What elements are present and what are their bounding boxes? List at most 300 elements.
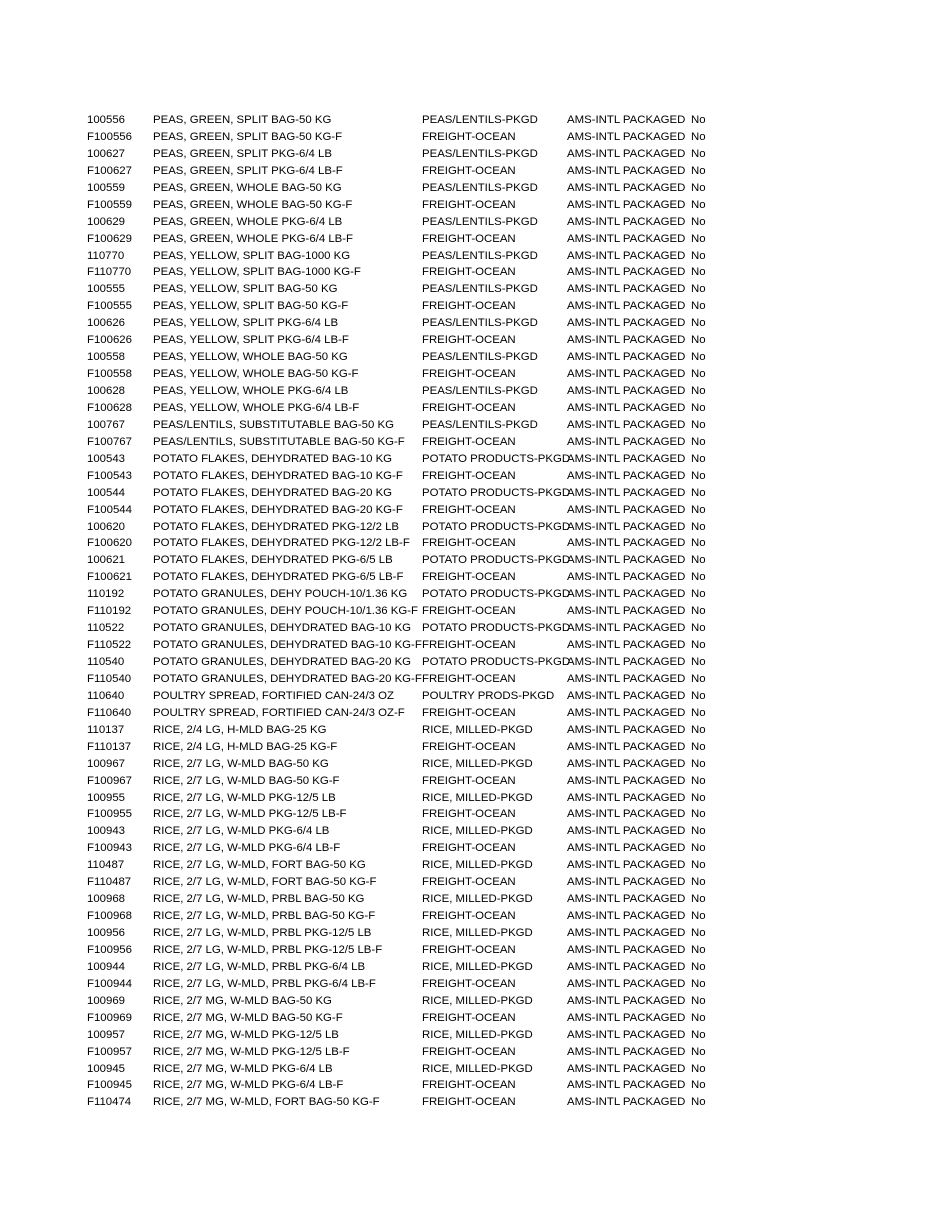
program-type: AMS-INTL PACKAGED	[567, 385, 686, 397]
commodity-category: RICE, MILLED-PKGD	[422, 1062, 533, 1075]
program-type: AMS-INTL PACKAGED	[567, 723, 686, 736]
commodity-code: F100968	[87, 910, 132, 923]
commodity-code: 100767	[87, 418, 126, 431]
commodity-code: 100955	[87, 791, 126, 804]
program-type: AMS-INTL PACKAGED	[567, 215, 686, 228]
commodity-description: PEAS, GREEN, SPLIT PKG-6/4 LB	[153, 147, 332, 160]
program-type: AMS-INTL PACKAGED	[567, 1096, 686, 1109]
program-type: AMS-INTL PACKAGED	[567, 1028, 686, 1041]
commodity-category: POTATO PRODUCTS-PKGD	[422, 588, 571, 601]
commodity-description: RICE, 2/7 LG, W-MLD, FORT BAG-50 KG-F	[153, 876, 377, 889]
program-type: AMS-INTL PACKAGED	[567, 774, 686, 787]
table-row	[87, 840, 727, 857]
program-type: AMS-INTL PACKAGED	[567, 706, 686, 719]
commodity-code: 100556	[87, 114, 126, 126]
commodity-code: F100628	[87, 401, 132, 414]
commodity-category: FREIGHT-OCEAN	[422, 130, 516, 143]
status-flag: No	[691, 740, 706, 753]
status-flag: No	[691, 605, 706, 618]
commodity-category: FREIGHT-OCEAN	[422, 469, 516, 482]
program-type: AMS-INTL PACKAGED	[567, 876, 686, 889]
status-flag: No	[691, 639, 706, 652]
commodity-category: FREIGHT-OCEAN	[422, 808, 516, 821]
table-row	[87, 773, 727, 790]
program-type: AMS-INTL PACKAGED	[567, 622, 686, 635]
commodity-description: PEAS, YELLOW, SPLIT BAG-50 KG-F	[153, 300, 349, 313]
program-type: AMS-INTL PACKAGED	[567, 164, 686, 177]
commodity-description: PEAS, YELLOW, WHOLE BAG-50 KG	[153, 351, 348, 364]
table-row	[87, 620, 727, 637]
commodity-category: FREIGHT-OCEAN	[422, 842, 516, 855]
commodity-code: F110770	[87, 266, 132, 279]
program-type: AMS-INTL PACKAGED	[567, 283, 686, 296]
commodity-code: 100957	[87, 1028, 126, 1041]
table-row	[87, 654, 727, 671]
status-flag: No	[691, 1011, 706, 1024]
commodity-category: POTATO PRODUCTS-PKGD	[422, 656, 571, 668]
status-flag: No	[691, 249, 706, 262]
commodity-description: RICE, 2/7 MG, W-MLD BAG-50 KG-F	[153, 1011, 343, 1024]
table-row	[87, 1077, 727, 1094]
commodity-category: RICE, MILLED-PKGD	[422, 859, 533, 872]
program-type: AMS-INTL PACKAGED	[567, 181, 686, 194]
program-type: AMS-INTL PACKAGED	[567, 605, 686, 618]
status-flag: No	[691, 825, 706, 838]
commodity-code: 100968	[87, 893, 126, 906]
status-flag: No	[691, 571, 706, 584]
commodity-code: 100628	[87, 385, 126, 397]
commodity-description: POTATO GRANULES, DEHY POUCH-10/1.36 KG-F	[153, 605, 419, 618]
program-type: AMS-INTL PACKAGED	[567, 639, 686, 652]
commodity-category: RICE, MILLED-PKGD	[422, 723, 533, 736]
program-type: AMS-INTL PACKAGED	[567, 1045, 686, 1058]
table-row	[87, 790, 727, 807]
commodity-description: PEAS/LENTILS, SUBSTITUTABLE BAG-50 KG-F	[153, 435, 405, 448]
commodity-table	[87, 112, 727, 1111]
commodity-code: 100944	[87, 960, 126, 973]
commodity-description: RICE, 2/7 MG, W-MLD PKG-12/5 LB-F	[153, 1045, 350, 1058]
program-type: AMS-INTL PACKAGED	[567, 537, 686, 550]
program-type: AMS-INTL PACKAGED	[567, 351, 686, 364]
commodity-category: FREIGHT-OCEAN	[422, 1011, 516, 1024]
commodity-code: 100627	[87, 147, 126, 160]
program-type: AMS-INTL PACKAGED	[567, 672, 686, 685]
commodity-code: F110522	[87, 639, 132, 652]
program-type: AMS-INTL PACKAGED	[567, 960, 686, 973]
status-flag: No	[691, 774, 706, 787]
commodity-code: F100944	[87, 977, 132, 990]
table-row	[87, 705, 727, 722]
table-row	[87, 688, 727, 705]
program-type: AMS-INTL PACKAGED	[567, 943, 686, 956]
table-row	[87, 891, 727, 908]
table-row	[87, 874, 727, 891]
program-type: AMS-INTL PACKAGED	[567, 757, 686, 770]
table-row	[87, 908, 727, 925]
commodity-description: RICE, 2/7 MG, W-MLD PKG-6/4 LB	[153, 1062, 333, 1075]
commodity-description: POTATO FLAKES, DEHYDRATED BAG-10 KG	[153, 452, 393, 465]
program-type: AMS-INTL PACKAGED	[567, 994, 686, 1007]
status-flag: No	[691, 656, 706, 668]
commodity-category: POULTRY PRODS-PKGD	[422, 689, 555, 702]
commodity-description: PEAS, YELLOW, SPLIT PKG-6/4 LB	[153, 317, 339, 330]
program-type: AMS-INTL PACKAGED	[567, 520, 686, 533]
table-row	[87, 264, 727, 281]
program-type: AMS-INTL PACKAGED	[567, 689, 686, 702]
commodity-description: POULTRY SPREAD, FORTIFIED CAN-24/3 OZ	[153, 689, 394, 702]
table-row	[87, 519, 727, 536]
status-flag: No	[691, 334, 706, 347]
commodity-code: F110540	[87, 672, 132, 685]
commodity-code: 110540	[87, 656, 125, 668]
commodity-category: PEAS/LENTILS-PKGD	[422, 215, 538, 228]
program-type: AMS-INTL PACKAGED	[567, 198, 686, 211]
table-row	[87, 569, 727, 586]
status-flag: No	[691, 114, 706, 126]
program-type: AMS-INTL PACKAGED	[567, 435, 686, 448]
commodity-category: FREIGHT-OCEAN	[422, 774, 516, 787]
status-flag: No	[691, 791, 706, 804]
program-type: AMS-INTL PACKAGED	[567, 825, 686, 838]
program-type: AMS-INTL PACKAGED	[567, 317, 686, 330]
program-type: AMS-INTL PACKAGED	[567, 130, 686, 143]
commodity-category: FREIGHT-OCEAN	[422, 1079, 516, 1092]
table-row	[87, 535, 727, 552]
commodity-description: POTATO FLAKES, DEHYDRATED BAG-20 KG-F	[153, 503, 403, 516]
commodity-code: 100544	[87, 486, 126, 499]
commodity-code: 100621	[87, 554, 126, 567]
commodity-category: POTATO PRODUCTS-PKGD	[422, 554, 571, 567]
program-type: AMS-INTL PACKAGED	[567, 791, 686, 804]
table-row	[87, 502, 727, 519]
commodity-code: 110770	[87, 249, 125, 262]
commodity-category: RICE, MILLED-PKGD	[422, 791, 533, 804]
commodity-category: POTATO PRODUCTS-PKGD	[422, 622, 571, 635]
table-row	[87, 1027, 727, 1044]
program-type: AMS-INTL PACKAGED	[567, 977, 686, 990]
program-type: AMS-INTL PACKAGED	[567, 401, 686, 414]
commodity-code: F100957	[87, 1045, 132, 1058]
commodity-code: 100969	[87, 994, 126, 1007]
commodity-category: FREIGHT-OCEAN	[422, 368, 516, 381]
status-flag: No	[691, 537, 706, 550]
program-type: AMS-INTL PACKAGED	[567, 486, 686, 499]
commodity-category: FREIGHT-OCEAN	[422, 571, 516, 584]
commodity-code: F100969	[87, 1011, 132, 1024]
table-row	[87, 739, 727, 756]
commodity-category: FREIGHT-OCEAN	[422, 706, 516, 719]
commodity-code: F110487	[87, 876, 132, 889]
commodity-category: RICE, MILLED-PKGD	[422, 893, 533, 906]
status-flag: No	[691, 588, 706, 601]
commodity-description: POTATO GRANULES, DEHYDRATED BAG-20 KG-F	[153, 672, 422, 685]
program-type: AMS-INTL PACKAGED	[567, 1062, 686, 1075]
commodity-category: PEAS/LENTILS-PKGD	[422, 147, 538, 160]
commodity-category: PEAS/LENTILS-PKGD	[422, 114, 538, 126]
commodity-description: PEAS, GREEN, SPLIT BAG-50 KG	[153, 114, 332, 126]
commodity-description: RICE, 2/7 LG, W-MLD, PRBL PKG-12/5 LB	[153, 927, 372, 939]
status-flag: No	[691, 317, 706, 330]
table-row	[87, 993, 727, 1010]
commodity-category: FREIGHT-OCEAN	[422, 943, 516, 956]
status-flag: No	[691, 418, 706, 431]
table-row	[87, 417, 727, 434]
commodity-description: RICE, 2/7 LG, W-MLD, PRBL BAG-50 KG-F	[153, 910, 376, 923]
table-row	[87, 485, 727, 502]
table-row	[87, 671, 727, 688]
commodity-code: F100621	[87, 571, 132, 584]
table-row	[87, 1061, 727, 1078]
commodity-code: F100544	[87, 503, 132, 516]
table-row	[87, 857, 727, 874]
commodity-category: FREIGHT-OCEAN	[422, 1045, 516, 1058]
commodity-category: POTATO PRODUCTS-PKGD	[422, 520, 571, 533]
status-flag: No	[691, 452, 706, 465]
status-flag: No	[691, 842, 706, 855]
commodity-category: FREIGHT-OCEAN	[422, 605, 516, 618]
commodity-category: FREIGHT-OCEAN	[422, 435, 516, 448]
status-flag: No	[691, 1096, 706, 1109]
commodity-code: 110137	[87, 723, 125, 736]
commodity-category: PEAS/LENTILS-PKGD	[422, 351, 538, 364]
commodity-description: RICE, 2/7 MG, W-MLD BAG-50 KG	[153, 994, 332, 1007]
commodity-category: PEAS/LENTILS-PKGD	[422, 385, 538, 397]
table-row	[87, 806, 727, 823]
commodity-description: RICE, 2/7 LG, W-MLD, PRBL PKG-6/4 LB	[153, 960, 366, 973]
commodity-code: 100555	[87, 283, 126, 296]
table-row	[87, 722, 727, 739]
commodity-code: 100956	[87, 927, 126, 939]
status-flag: No	[691, 164, 706, 177]
status-flag: No	[691, 300, 706, 313]
commodity-category: FREIGHT-OCEAN	[422, 300, 516, 313]
commodity-description: RICE, 2/7 LG, W-MLD, PRBL PKG-6/4 LB-F	[153, 977, 376, 990]
program-type: AMS-INTL PACKAGED	[567, 232, 686, 245]
commodity-code: F110640	[87, 706, 132, 719]
table-row	[87, 603, 727, 620]
program-type: AMS-INTL PACKAGED	[567, 368, 686, 381]
commodity-code: F100629	[87, 232, 132, 245]
commodity-code: F100767	[87, 435, 132, 448]
commodity-category: RICE, MILLED-PKGD	[422, 927, 533, 939]
commodity-description: POTATO FLAKES, DEHYDRATED PKG-6/5 LB	[153, 554, 393, 567]
status-flag: No	[691, 910, 706, 923]
commodity-code: 110640	[87, 689, 125, 702]
status-flag: No	[691, 706, 706, 719]
commodity-description: PEAS/LENTILS, SUBSTITUTABLE BAG-50 KG	[153, 418, 394, 431]
commodity-description: POTATO FLAKES, DEHYDRATED PKG-12/2 LB-F	[153, 537, 410, 550]
program-type: AMS-INTL PACKAGED	[567, 114, 686, 126]
commodity-description: POTATO FLAKES, DEHYDRATED PKG-6/5 LB-F	[153, 571, 404, 584]
table-row	[87, 214, 727, 231]
commodity-category: FREIGHT-OCEAN	[422, 672, 516, 685]
status-flag: No	[691, 266, 706, 279]
program-type: AMS-INTL PACKAGED	[567, 503, 686, 516]
status-flag: No	[691, 469, 706, 482]
commodity-code: F100945	[87, 1079, 132, 1092]
status-flag: No	[691, 385, 706, 397]
commodity-description: RICE, 2/7 LG, W-MLD, PRBL PKG-12/5 LB-F	[153, 943, 383, 956]
table-row	[87, 1044, 727, 1061]
commodity-description: PEAS, GREEN, WHOLE PKG-6/4 LB	[153, 215, 343, 228]
program-type: AMS-INTL PACKAGED	[567, 859, 686, 872]
status-flag: No	[691, 232, 706, 245]
commodity-description: POULTRY SPREAD, FORTIFIED CAN-24/3 OZ-F	[153, 706, 405, 719]
table-row	[87, 434, 727, 451]
commodity-category: POTATO PRODUCTS-PKGD	[422, 486, 571, 499]
table-row	[87, 586, 727, 603]
commodity-code: F110192	[87, 605, 132, 618]
commodity-category: PEAS/LENTILS-PKGD	[422, 249, 538, 262]
table-row	[87, 231, 727, 248]
program-type: AMS-INTL PACKAGED	[567, 927, 686, 939]
status-flag: No	[691, 435, 706, 448]
table-row	[87, 112, 727, 129]
program-type: AMS-INTL PACKAGED	[567, 249, 686, 262]
status-flag: No	[691, 1028, 706, 1041]
commodity-category: FREIGHT-OCEAN	[422, 503, 516, 516]
commodity-category: FREIGHT-OCEAN	[422, 740, 516, 753]
commodity-code: 100943	[87, 825, 126, 838]
status-flag: No	[691, 672, 706, 685]
table-row	[87, 756, 727, 773]
program-type: AMS-INTL PACKAGED	[567, 452, 686, 465]
commodity-category: RICE, MILLED-PKGD	[422, 960, 533, 973]
table-row	[87, 315, 727, 332]
status-flag: No	[691, 1079, 706, 1092]
commodity-code: 100558	[87, 351, 126, 364]
program-type: AMS-INTL PACKAGED	[567, 910, 686, 923]
commodity-description: PEAS, YELLOW, SPLIT BAG-1000 KG	[153, 249, 351, 262]
program-type: AMS-INTL PACKAGED	[567, 1079, 686, 1092]
commodity-description: RICE, 2/7 MG, W-MLD, FORT BAG-50 KG-F	[153, 1096, 380, 1109]
commodity-description: POTATO GRANULES, DEHYDRATED BAG-10 KG	[153, 622, 412, 635]
commodity-description: PEAS, GREEN, WHOLE BAG-50 KG	[153, 181, 342, 194]
commodity-description: RICE, 2/4 LG, H-MLD BAG-25 KG	[153, 723, 327, 736]
commodity-description: RICE, 2/4 LG, H-MLD BAG-25 KG-F	[153, 740, 338, 753]
table-row	[87, 400, 727, 417]
commodity-description: RICE, 2/7 LG, W-MLD BAG-50 KG-F	[153, 774, 340, 787]
commodity-code: 110192	[87, 588, 125, 601]
commodity-category: RICE, MILLED-PKGD	[422, 994, 533, 1007]
commodity-category: FREIGHT-OCEAN	[422, 334, 516, 347]
commodity-category: FREIGHT-OCEAN	[422, 1096, 516, 1109]
table-row	[87, 129, 727, 146]
commodity-code: 100629	[87, 215, 126, 228]
status-flag: No	[691, 368, 706, 381]
program-type: AMS-INTL PACKAGED	[567, 808, 686, 821]
status-flag: No	[691, 689, 706, 702]
commodity-description: PEAS, YELLOW, WHOLE PKG-6/4 LB-F	[153, 401, 360, 414]
commodity-category: RICE, MILLED-PKGD	[422, 1028, 533, 1041]
commodity-description: RICE, 2/7 LG, W-MLD PKG-6/4 LB	[153, 825, 330, 838]
commodity-description: POTATO GRANULES, DEHY POUCH-10/1.36 KG	[153, 588, 408, 601]
commodity-description: RICE, 2/7 MG, W-MLD PKG-12/5 LB	[153, 1028, 339, 1041]
commodity-description: PEAS, GREEN, SPLIT PKG-6/4 LB-F	[153, 164, 343, 177]
commodity-description: POTATO GRANULES, DEHYDRATED BAG-10 KG-F	[153, 639, 422, 652]
commodity-code: F100620	[87, 537, 132, 550]
program-type: AMS-INTL PACKAGED	[567, 588, 686, 601]
program-type: AMS-INTL PACKAGED	[567, 469, 686, 482]
table-row	[87, 163, 727, 180]
commodity-description: RICE, 2/7 LG, W-MLD PKG-12/5 LB	[153, 791, 336, 804]
program-type: AMS-INTL PACKAGED	[567, 842, 686, 855]
status-flag: No	[691, 943, 706, 956]
table-row	[87, 1094, 727, 1111]
status-flag: No	[691, 503, 706, 516]
program-type: AMS-INTL PACKAGED	[567, 740, 686, 753]
program-type: AMS-INTL PACKAGED	[567, 300, 686, 313]
table-row	[87, 637, 727, 654]
table-row	[87, 959, 727, 976]
status-flag: No	[691, 1062, 706, 1075]
status-flag: No	[691, 622, 706, 635]
status-flag: No	[691, 757, 706, 770]
commodity-code: F100556	[87, 130, 132, 143]
commodity-description: POTATO FLAKES, DEHYDRATED BAG-10 KG-F	[153, 469, 403, 482]
commodity-category: FREIGHT-OCEAN	[422, 266, 516, 279]
commodity-description: RICE, 2/7 LG, W-MLD PKG-12/5 LB-F	[153, 808, 347, 821]
commodity-category: PEAS/LENTILS-PKGD	[422, 283, 538, 296]
commodity-category: RICE, MILLED-PKGD	[422, 757, 533, 770]
commodity-description: PEAS, YELLOW, WHOLE PKG-6/4 LB	[153, 385, 349, 397]
commodity-description: PEAS, YELLOW, SPLIT BAG-1000 KG-F	[153, 266, 361, 279]
commodity-code: 100967	[87, 757, 126, 770]
status-flag: No	[691, 283, 706, 296]
table-row	[87, 383, 727, 400]
commodity-code: 100626	[87, 317, 126, 330]
commodity-category: FREIGHT-OCEAN	[422, 232, 516, 245]
commodity-description: RICE, 2/7 LG, W-MLD PKG-6/4 LB-F	[153, 842, 341, 855]
status-flag: No	[691, 401, 706, 414]
status-flag: No	[691, 198, 706, 211]
commodity-category: PEAS/LENTILS-PKGD	[422, 181, 538, 194]
status-flag: No	[691, 1045, 706, 1058]
status-flag: No	[691, 960, 706, 973]
commodity-code: 110487	[87, 859, 125, 872]
table-row	[87, 349, 727, 366]
commodity-description: RICE, 2/7 LG, W-MLD BAG-50 KG	[153, 757, 329, 770]
table-row	[87, 552, 727, 569]
status-flag: No	[691, 554, 706, 567]
commodity-code: 100543	[87, 452, 126, 465]
commodity-code: F100943	[87, 842, 132, 855]
table-row	[87, 197, 727, 214]
commodity-description: POTATO GRANULES, DEHYDRATED BAG-20 KG	[153, 656, 412, 668]
commodity-description: PEAS, YELLOW, WHOLE BAG-50 KG-F	[153, 368, 359, 381]
table-row	[87, 823, 727, 840]
commodity-code: F100543	[87, 469, 132, 482]
commodity-category: FREIGHT-OCEAN	[422, 401, 516, 414]
commodity-code: F100956	[87, 943, 132, 956]
commodity-code: 100945	[87, 1062, 126, 1075]
commodity-code: F100626	[87, 334, 132, 347]
program-type: AMS-INTL PACKAGED	[567, 334, 686, 347]
commodity-description: PEAS, GREEN, WHOLE BAG-50 KG-F	[153, 198, 353, 211]
commodity-code: 100559	[87, 181, 126, 194]
status-flag: No	[691, 486, 706, 499]
program-type: AMS-INTL PACKAGED	[567, 554, 686, 567]
commodity-code: F110474	[87, 1096, 132, 1109]
commodity-code: F100559	[87, 198, 132, 211]
table-row	[87, 146, 727, 163]
status-flag: No	[691, 808, 706, 821]
commodity-category: FREIGHT-OCEAN	[422, 639, 516, 652]
commodity-category: FREIGHT-OCEAN	[422, 977, 516, 990]
commodity-category: POTATO PRODUCTS-PKGD	[422, 452, 571, 465]
table-row	[87, 180, 727, 197]
commodity-category: FREIGHT-OCEAN	[422, 910, 516, 923]
